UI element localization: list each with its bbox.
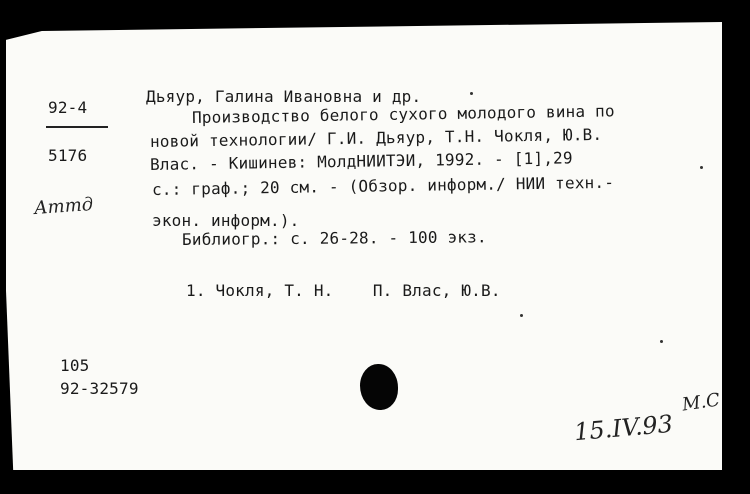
speck-4 (700, 166, 703, 169)
added-entries: 1. Чокля, Т. Н. П. Влас, Ю.В. (186, 281, 501, 300)
ink-blot (360, 364, 398, 410)
speck-1 (520, 314, 523, 317)
call-number-divider (46, 126, 108, 128)
title-line-1: Производство белого сухого молодого вина по (191, 101, 615, 127)
call-number-top: 92-4 (48, 98, 88, 117)
title-line-2: новой технологии/ Г.И. Дьяур, Т.Н. Чокля, Ю.В. (149, 124, 603, 151)
title-line-3: Влас. - Кишинев: МолдНИИТЭИ, 1992. - [1],29 (149, 148, 573, 174)
code-105: 105 (60, 356, 90, 375)
call-number-bottom: 5176 (48, 146, 88, 165)
speck-3 (470, 92, 473, 95)
handwritten-initials: М.С (680, 389, 722, 416)
bibliography-note: Библиогр.: с. 26-28. - 100 экз. (181, 227, 487, 249)
title-line-5: экон. информ.). (152, 211, 300, 230)
code-inventory: 92-32579 (60, 379, 139, 398)
handwritten-mark: Аттд (33, 193, 94, 220)
handwritten-date: 15.IV.93 (572, 409, 674, 447)
title-line-4: с.: граф.; 20 см. - (Обзор. информ./ НИИ техн.- (151, 172, 615, 199)
author-heading: Дьяур, Галина Ивановна и др. (146, 87, 422, 106)
speck-2 (660, 340, 663, 343)
